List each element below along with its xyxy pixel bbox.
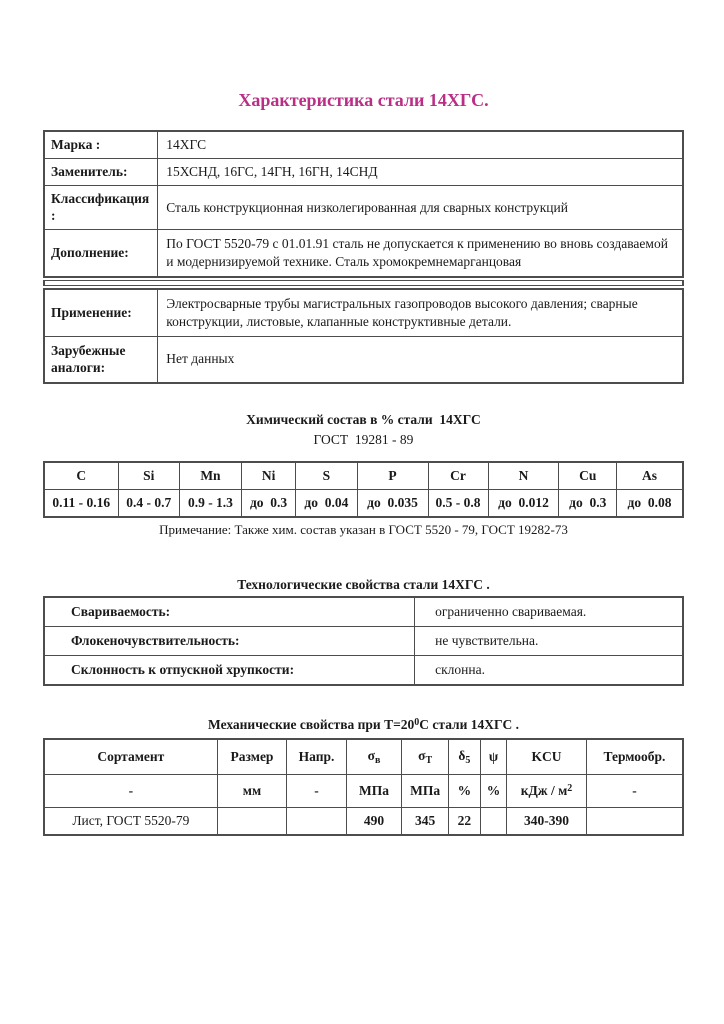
mech-unit-cell: % (480, 774, 506, 807)
mech-title-superscript: 0 (414, 717, 420, 729)
chem-header-cell: Cr (428, 462, 488, 490)
chem-header-cell: Si (118, 462, 179, 490)
chem-value-cell: 0.4 - 0.7 (118, 489, 179, 517)
mech-data-cell (287, 807, 346, 835)
chem-header-cell: C (44, 462, 118, 490)
chem-value-cell: до 0.3 (241, 489, 295, 517)
info-row-marka (44, 131, 683, 158)
row-value: 15ХСНД, 16ГС, 14ГН, 16ГН, 14СНД (158, 158, 683, 185)
mech-header-cell-delta5 (448, 739, 480, 775)
mech-data-cell: 340-390 (507, 807, 587, 835)
tech-row-flokeno (44, 627, 683, 656)
mech-data-cell (217, 807, 287, 835)
mech-header-cell: Термообр. (586, 739, 683, 775)
row-value: склонна. (415, 656, 683, 686)
chem-value-cell: 0.11 - 0.16 (44, 489, 118, 517)
chem-value-cell: до 0.012 (488, 489, 559, 517)
row-value: ограниченно свариваемая. (415, 597, 683, 627)
mech-data-cell: 490 (346, 807, 402, 835)
empty-divider-row (43, 280, 684, 286)
delta-symbol: δ (458, 747, 466, 763)
info-row-analogi (44, 336, 683, 383)
tech-row-sklonnost (44, 656, 683, 686)
mech-unit-cell-kcu (507, 774, 587, 807)
chem-header-row (44, 462, 683, 490)
mech-table (43, 738, 684, 836)
info-table-secondary (43, 288, 684, 384)
sigma-symbol: σ (418, 747, 426, 763)
info-row-zamenitel (44, 158, 683, 185)
row-label: Применение: (44, 289, 158, 336)
row-label: Свариваемость: (44, 597, 415, 627)
chem-header-cell: P (357, 462, 428, 490)
chem-section-title: Химический состав в % стали 14ХГС (246, 412, 481, 428)
info-row-klassifikacija (44, 185, 683, 230)
mech-header-cell-sigma-t (402, 739, 449, 775)
row-label: Заменитель: (44, 158, 158, 185)
mech-title-text: Механические свойства при Т=20 (208, 717, 415, 733)
tech-row-svarivaemost (44, 597, 683, 627)
mech-data-row (44, 807, 683, 835)
row-value: 14ХГС (158, 131, 683, 158)
chem-value-cell: до 0.08 (616, 489, 683, 517)
chem-value-cell: до 0.035 (357, 489, 428, 517)
chem-header-cell: N (488, 462, 559, 490)
mech-title-text: С стали 14ХГС . (419, 717, 519, 733)
row-label: Дополнение: (44, 230, 158, 277)
mech-unit-cell: - (44, 774, 217, 807)
chem-header-cell: Cu (559, 462, 617, 490)
mech-unit-cell: - (586, 774, 683, 807)
kcu-unit-superscript: 2 (567, 782, 573, 794)
kcu-unit-text: кДж / м (520, 782, 568, 798)
info-row-dopolnenie (44, 230, 683, 277)
mech-data-cell (586, 807, 683, 835)
mech-data-cell: 345 (402, 807, 449, 835)
mech-unit-cell: - (287, 774, 346, 807)
row-label: Зарубежные аналоги: (44, 336, 158, 383)
row-label: Флокеночувствительность: (44, 627, 415, 656)
chem-table (43, 461, 684, 518)
chem-note: Примечание: Также хим. состав указан в ГОСТ 5520 - 79, ГОСТ 19282-73 (159, 521, 568, 537)
sigma-subscript: Т (425, 754, 433, 766)
chem-value-cell: 0.9 - 1.3 (179, 489, 241, 517)
chem-header-cell: As (616, 462, 683, 490)
mech-unit-cell: МПа (402, 774, 449, 807)
mech-data-cell: 22 (448, 807, 480, 835)
page-title: Характеристика стали 14ХГС. (238, 90, 489, 110)
delta-subscript: 5 (465, 754, 471, 766)
mech-section-title (43, 716, 684, 734)
chem-value-row (44, 489, 683, 517)
info-row-primenenie (44, 289, 683, 336)
chem-section (43, 411, 684, 538)
chem-section-subtitle: ГОСТ 19281 - 89 (313, 431, 414, 447)
chem-header-cell: S (296, 462, 357, 490)
mech-data-cell: Лист, ГОСТ 5520-79 (44, 807, 217, 835)
mech-header-row (44, 739, 683, 775)
mech-header-cell: Размер (217, 739, 287, 775)
mech-unit-cell: мм (217, 774, 287, 807)
row-value: Нет данных (158, 336, 683, 383)
row-label: Склонность к отпускной хрупкости: (44, 656, 415, 686)
mech-header-cell: KCU (507, 739, 587, 775)
mech-unit-cell: % (448, 774, 480, 807)
row-value: не чувствительна. (415, 627, 683, 656)
row-value: Электросварные трубы магистральных газопроводов высокого давления; сварные конструкции, листовые, клапанные конструктивные детали. (158, 289, 683, 336)
mech-unit-cell: МПа (346, 774, 402, 807)
chem-header-cell: Mn (179, 462, 241, 490)
row-value: По ГОСТ 5520-79 с 01.01.91 сталь не допускается к применению во вновь создаваемой и модернизируемой технике. Сталь хромокремнемарганцовая (158, 230, 683, 277)
mech-data-cell (480, 807, 506, 835)
tech-section-title: Технологические свойства стали 14ХГС . (237, 576, 490, 592)
row-label: Классификация : (44, 185, 158, 230)
mech-header-cell: Напр. (287, 739, 346, 775)
chem-header-cell: Ni (241, 462, 295, 490)
sigma-subscript: в (374, 754, 381, 766)
row-label: Марка : (44, 131, 158, 158)
chem-value-cell: 0.5 - 0.8 (428, 489, 488, 517)
info-table-main (43, 130, 684, 278)
mech-header-cell-psi: ψ (480, 739, 506, 775)
row-value: Сталь конструкционная низколегированная для сварных конструкций (158, 185, 683, 230)
mech-header-cell: Сортамент (44, 739, 217, 775)
mech-units-row (44, 774, 683, 807)
tech-table (43, 596, 684, 686)
mech-header-cell-sigma-b (346, 739, 402, 775)
sigma-symbol: σ (367, 747, 375, 763)
chem-value-cell: до 0.3 (559, 489, 617, 517)
chem-value-cell: до 0.04 (296, 489, 357, 517)
